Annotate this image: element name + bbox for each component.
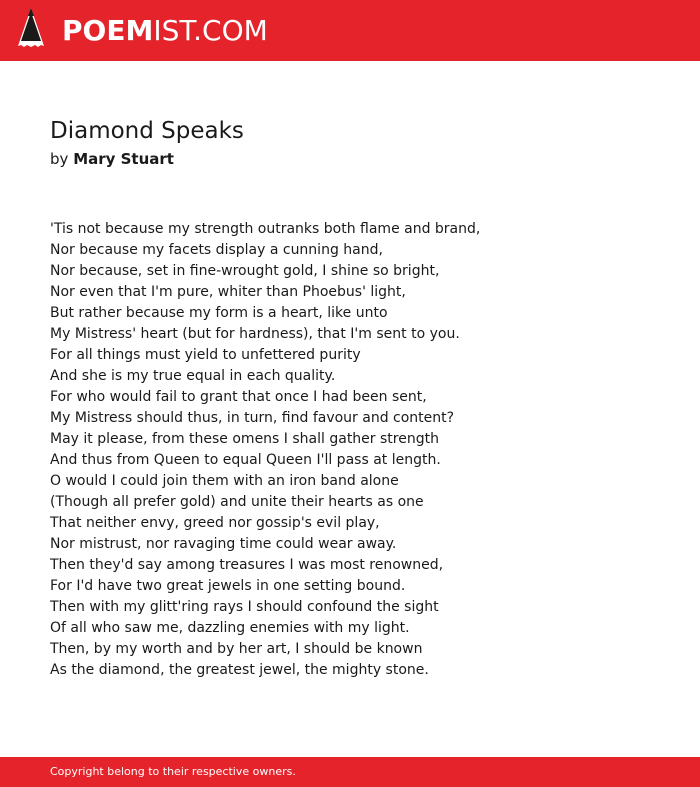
poem-line: Then they'd say among treasures I was most renowned, bbox=[50, 557, 444, 573]
poem-line: Then, by my worth and by her art, I should be known bbox=[50, 641, 423, 657]
logo-light-part: IST.COM bbox=[153, 14, 268, 47]
poem-line: For all things must yield to unfettered purity bbox=[50, 347, 361, 363]
pencil-icon[interactable] bbox=[17, 8, 45, 52]
poem-line: (Though all prefer gold) and unite their hearts as one bbox=[50, 494, 424, 510]
site-header bbox=[0, 0, 700, 61]
poem-line: And thus from Queen to equal Queen I'll pass at length. bbox=[50, 452, 441, 468]
poem-title: Diamond Speaks bbox=[50, 118, 244, 144]
poem-line: Nor even that I'm pure, whiter than Phoebus' light, bbox=[50, 284, 406, 300]
site-logo[interactable] bbox=[62, 12, 268, 50]
poem-line: O would I could join them with an iron band alone bbox=[50, 473, 399, 489]
poem-line: Nor because my facets display a cunning hand, bbox=[50, 242, 383, 258]
poem-author: Mary Stuart bbox=[73, 150, 174, 168]
poem-body bbox=[50, 219, 480, 681]
poem-line: For who would fail to grant that once I had been sent, bbox=[50, 389, 427, 405]
poem-line: And she is my true equal in each quality. bbox=[50, 368, 336, 384]
byline-prefix: by bbox=[50, 150, 69, 168]
poem-line: Nor because, set in fine-wrought gold, I shine so bright, bbox=[50, 263, 440, 279]
site-footer bbox=[0, 757, 700, 787]
poem-line: Then with my glitt'ring rays I should confound the sight bbox=[50, 599, 439, 615]
poem-line: My Mistress should thus, in turn, find favour and content? bbox=[50, 410, 455, 426]
poem-line: As the diamond, the greatest jewel, the mighty stone. bbox=[50, 662, 429, 678]
poem-line: Nor mistrust, nor ravaging time could wear away. bbox=[50, 536, 397, 552]
copyright-notice: Copyright belong to their respective owners. bbox=[50, 765, 296, 778]
poem-byline bbox=[50, 148, 174, 170]
poem-line: My Mistress' heart (but for hardness), that I'm sent to you. bbox=[50, 326, 460, 342]
logo-bold-part: POEM bbox=[62, 14, 154, 47]
poem-line: Of all who saw me, dazzling enemies with my light. bbox=[50, 620, 410, 636]
poem-line: 'Tis not because my strength outranks both flame and brand, bbox=[50, 221, 481, 237]
poem-line: May it please, from these omens I shall gather strength bbox=[50, 431, 439, 447]
poem-line: That neither envy, greed nor gossip's evil play, bbox=[50, 515, 380, 531]
poem-line: But rather because my form is a heart, like unto bbox=[50, 305, 388, 321]
poem-line: For I'd have two great jewels in one setting bound. bbox=[50, 578, 406, 594]
